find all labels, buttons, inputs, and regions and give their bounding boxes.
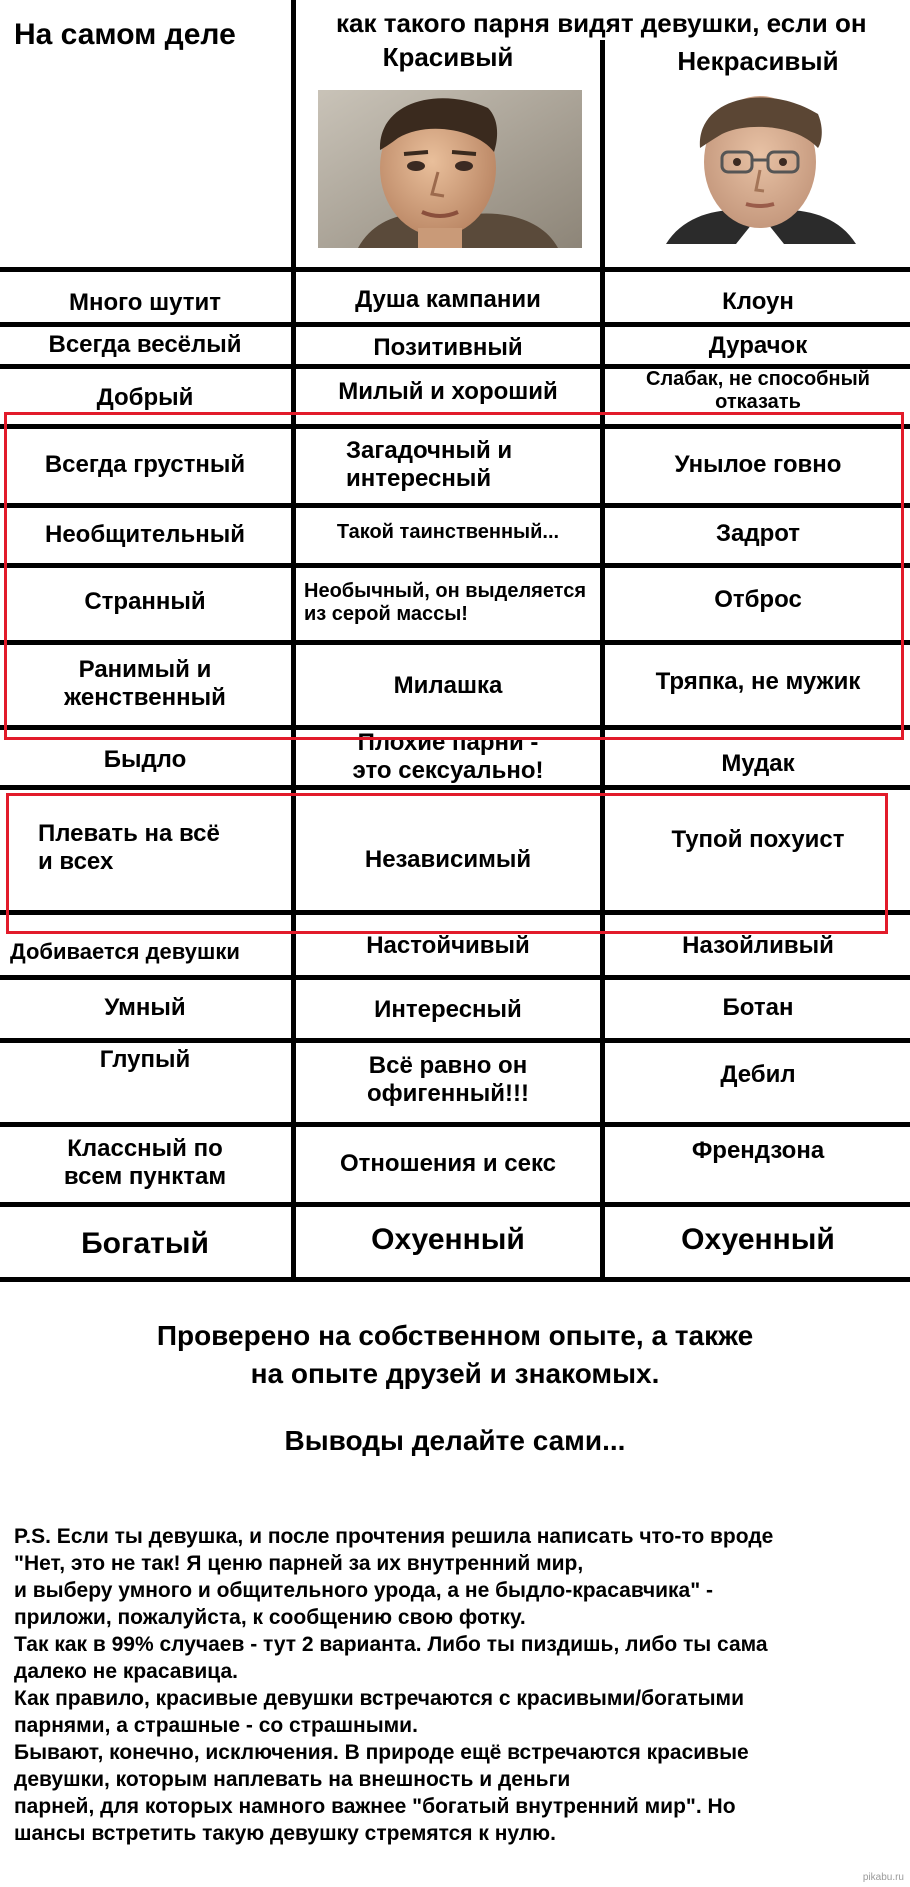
- verified-note: Проверено на собственном опыте, а также на опыте друзей и знакомых.: [156, 1320, 754, 1389]
- row-handsome-cell: Душа кампании: [355, 286, 541, 314]
- grid-hline: [0, 1202, 910, 1207]
- row-handsome-cell: Независимый: [364, 846, 532, 874]
- glasses-guy-photo: [626, 84, 894, 244]
- row-ugly-cell: Задрот: [715, 520, 801, 548]
- row-handsome-cell: Необычный, он выделяется из серой массы!: [304, 580, 587, 625]
- row-actual-cell: Умный: [104, 994, 186, 1022]
- glasses-guy-illustration: [626, 84, 894, 244]
- row-actual-cell: Всегда грустный: [44, 451, 246, 479]
- row-ugly-cell: Ботан: [722, 994, 794, 1022]
- row-actual-cell: Богатый: [81, 1226, 209, 1260]
- row-ugly-cell: Тряпка, не мужик: [655, 668, 861, 696]
- grid-hline: [0, 267, 910, 272]
- postscript-text: P.S. Если ты девушка, и после прочтения решила написать что-то вроде "Нет, это не так! Я ценю парней за их внутренний мир, и выберу умного и общительного урода, а не быдло-красавчика" - приложи, пожалуйста, к сообщению свою фотку. Так как в 99% случаев - тут 2 варианта. Либо ты пиздишь, либо ты сама далеко не красавица. Как правило, красивые девушки встречаются с красивыми/богатыми парнями, а страшные - со страшными. Бывают, конечно, исключения. В природе ещё встречаются красивые девушки, которым наплевать на внешность и деньги парней, для которых намного важнее "богатый внутренний мир". Но шансы встретить такую девушку стремятся к нулю.: [14, 1525, 774, 1845]
- row-handsome-cell: Позитивный: [373, 334, 523, 362]
- row-actual-cell: Классный по всем пунктам: [63, 1135, 227, 1190]
- row-handsome-cell: Загадочный и интересный: [346, 437, 513, 492]
- row-handsome-cell: Отношения и секс: [339, 1150, 556, 1178]
- row-handsome-cell: Плохие парни - это сексуально!: [352, 729, 544, 784]
- grid-hline: [0, 975, 910, 980]
- watermark: pikabu.ru: [862, 1872, 904, 1883]
- header-caption: как такого парня видят девушки, если он: [336, 8, 867, 38]
- row-actual-cell: Быдло: [103, 746, 187, 774]
- row-actual-cell: Ранимый и женственный: [64, 656, 226, 711]
- row-actual-cell: Добрый: [96, 384, 194, 412]
- row-ugly-cell: Охуенный: [681, 1222, 835, 1256]
- highlight-box-indifferent-group: [6, 793, 888, 934]
- row-ugly-cell: Унылое говно: [674, 451, 842, 479]
- row-ugly-cell: Клоун: [722, 288, 794, 316]
- row-handsome-cell: Интересный: [374, 996, 522, 1024]
- row-actual-cell: Необщительный: [44, 521, 245, 549]
- row-ugly-cell: Отброс: [714, 586, 802, 614]
- row-ugly-cell: Тупой похуист: [671, 826, 845, 854]
- row-ugly-cell: Слабак, не способный отказать: [646, 368, 870, 413]
- column-title-ugly: Некрасивый: [677, 46, 839, 76]
- row-ugly-cell: Дурачок: [708, 332, 808, 360]
- row-handsome-cell: Настойчивый: [366, 932, 530, 960]
- row-actual-cell: Странный: [84, 588, 206, 616]
- column-title-handsome: Красивый: [382, 42, 514, 72]
- row-handsome-cell: Милашка: [393, 672, 503, 700]
- row-actual-cell: Всегда весёлый: [48, 331, 242, 359]
- row-ugly-cell: Френдзона: [691, 1137, 825, 1165]
- conclusion-note: Выводы делайте сами...: [284, 1425, 626, 1456]
- row-ugly-cell: Мудак: [721, 750, 795, 778]
- grid-hline: [0, 1277, 910, 1282]
- row-handsome-cell: Всё равно он офигенный!!!: [367, 1052, 529, 1107]
- handsome-guy-photo: [318, 90, 582, 248]
- row-actual-cell: Много шутит: [68, 289, 222, 317]
- highlight-box-sad-group: [4, 412, 904, 740]
- row-actual-cell: Добивается девушки: [10, 939, 240, 965]
- grid-hline: [0, 322, 910, 327]
- column-title-actual: На самом деле: [14, 18, 236, 51]
- row-actual-cell: Плевать на всё и всех: [38, 820, 220, 875]
- row-handsome-cell: Такой таинственный...: [336, 520, 560, 543]
- row-handsome-cell: Охуенный: [371, 1222, 525, 1256]
- row-ugly-cell: Назойливый: [682, 932, 834, 960]
- row-handsome-cell: Милый и хороший: [338, 378, 558, 406]
- row-ugly-cell: Дебил: [720, 1061, 796, 1089]
- row-actual-cell: Глупый: [99, 1046, 191, 1074]
- handsome-guy-illustration: [318, 90, 582, 248]
